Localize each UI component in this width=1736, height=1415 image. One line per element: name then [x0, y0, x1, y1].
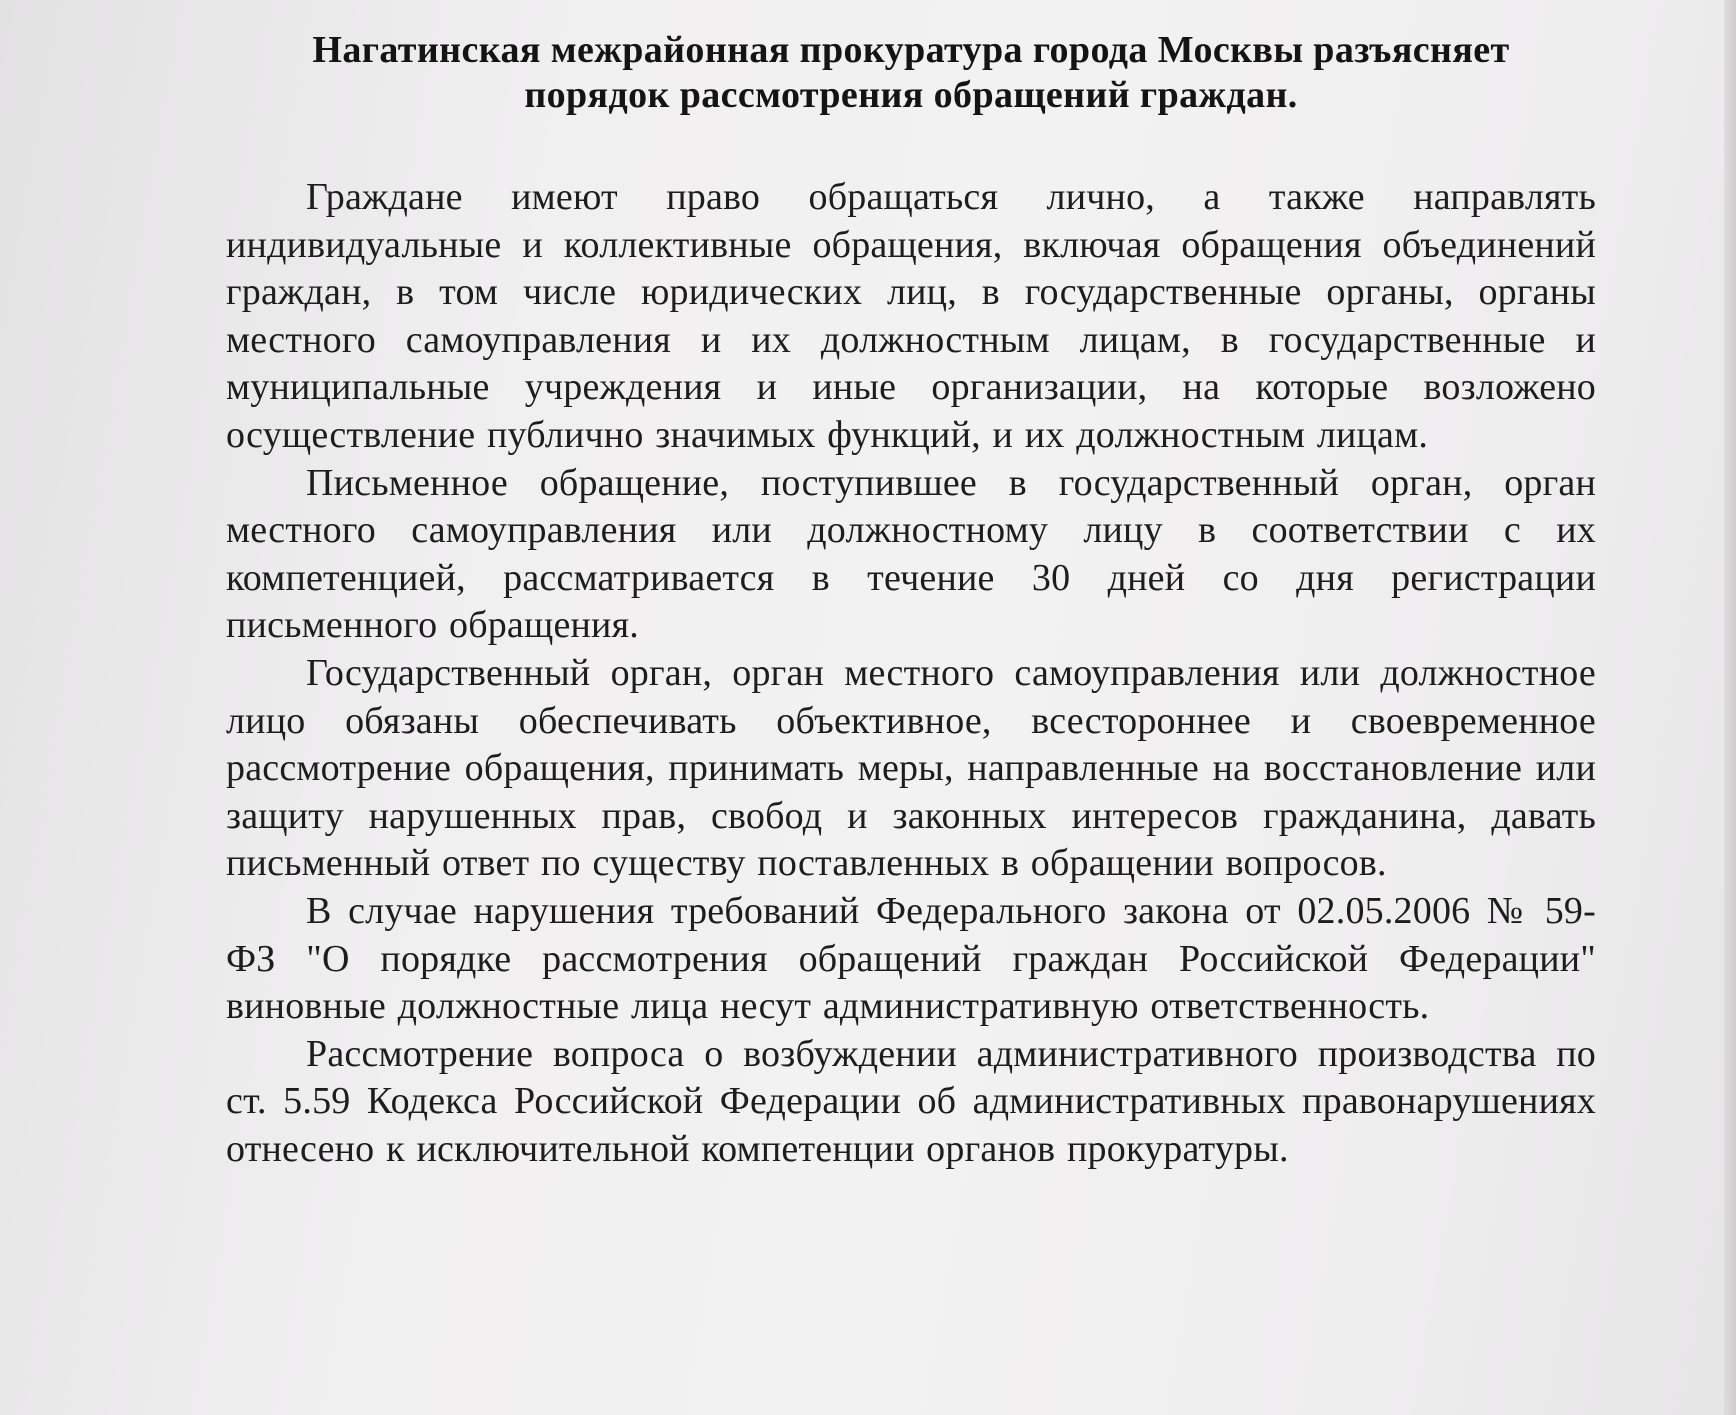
title-line-1: Нагатинская межрайонная прокуратура города Москвы разъясняет	[312, 29, 1510, 71]
document-title	[226, 28, 1596, 118]
document-body	[226, 174, 1596, 1173]
page-edge-shadow	[1724, 0, 1736, 1415]
paragraph-review-period: Письменное обращение, поступившее в государственный орган, орган местного самоуправления или должностному лицу в соответствии с их компетенцией, рассматривается в течение 30 дней со дня регистрации письменного обращения.	[226, 461, 1596, 647]
paragraph-official-duties: Государственный орган, орган местного самоуправления или должностное лицо обязаны обеспечивать объективное, всестороннее и своевременное рассмотрение обращения, принимать меры, направленные на восстановление или защиту нарушенных прав, свобод и законных интересов гражданина, давать письменный ответ по существу поставленных в обращении вопросов.	[226, 651, 1596, 885]
paragraph-liability: В случае нарушения требований Федерального закона от 02.05.2006 № 59-ФЗ "О порядке рассмотрения обращений граждан Российской Федерации" виновные должностные лица несут административную ответственность.	[226, 889, 1596, 1028]
paragraph-prosecution-competence: Рассмотрение вопроса о возбуждении административного производства по ст. 5.59 Кодекса Российской Федерации об административных правонарушениях отнесено к исключительной компетенции органов прокуратуры.	[226, 1032, 1596, 1170]
document-content	[226, 28, 1596, 1173]
paragraph-right-to-appeal: Граждане имеют право обращаться лично, а также направлять индивидуальные и коллективные обращения, включая обращения объединений граждан, в том числе юридических лиц, в государственные органы, органы местного самоуправления и их должностным лицам, в государственные и муниципальные учреждения и иные организации, на которые возложено осуществление публично значимых функций, и их должностным лицам.	[226, 176, 1596, 456]
title-line-2: порядок рассмотрения обращений граждан.	[524, 74, 1298, 116]
